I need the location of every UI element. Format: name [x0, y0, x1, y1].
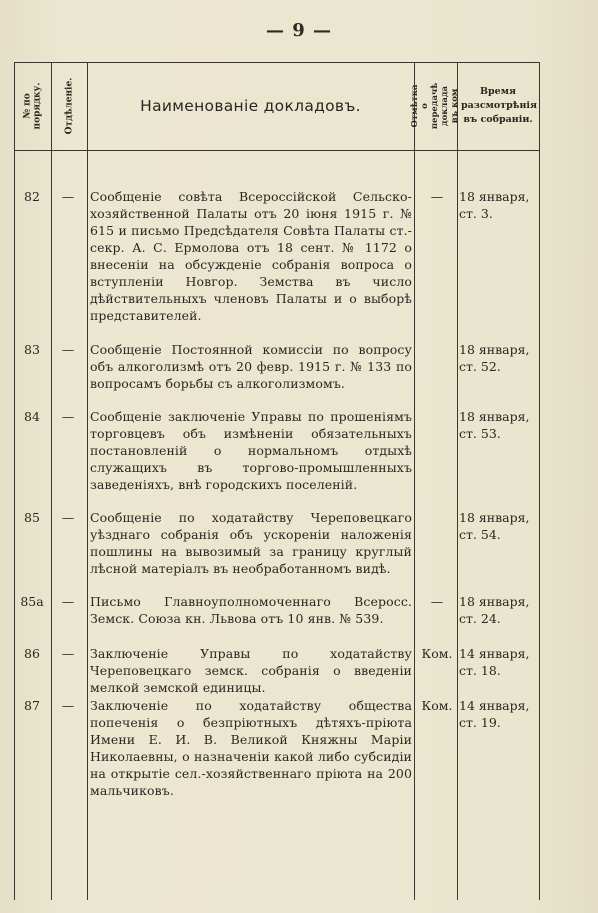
row-title: Заключеніе по ходатайству общества попеченія о безпріютныхъ дѣтяхъ-пріюта Имени Е. И. В. Великой Княжны Маріи Николаевны, о назначеніи какой либо субсидіи на открытіе сел.-хозяйственнаго пріюта на 200 мальчиковъ. [90, 698, 412, 798]
column-divider [87, 62, 88, 900]
row-number: 85 [24, 510, 40, 525]
header-title-label: Наименованіе докладовъ. [140, 97, 361, 115]
row-dept: — [61, 594, 75, 609]
row-time: 18 января, ст. 54. [459, 510, 530, 542]
page-number: — 9 — [265, 20, 333, 41]
row-dept: — [61, 409, 75, 424]
row-title: Сообщеніе совѣта Всероссійской Сельско-хозяйственной Палаты отъ 20 іюня 1915 г. № 615 и письмо Предсѣдателя Совѣта Палаты ст.-секр. А. С. Ермолова отъ 18 сент. № 1172 о внесеніи на обсужденіе собранія вопроса о вступленіи Новгор. Земства въ число дѣйствительныхъ членовъ Палаты и о выборѣ представителей. [90, 189, 412, 323]
row-number: 87 [24, 698, 40, 713]
column-divider [51, 62, 52, 900]
row-mark: — [430, 594, 444, 609]
header-dept [51, 62, 87, 150]
row-number: 86 [24, 646, 40, 661]
row-mark: — [430, 189, 444, 204]
header-bottom-border [14, 150, 540, 151]
header-mark [410, 62, 461, 150]
row-time: 14 января, ст. 18. [459, 646, 530, 678]
row-title: Письмо Главноуполномоченнаго Всеросс. Земск. Союза кн. Львова отъ 10 янв. № 539. [90, 594, 412, 626]
row-time: 14 января, ст. 19. [459, 698, 530, 730]
reports-table [14, 62, 540, 900]
row-title: Сообщеніе по ходатайству Череповецкаго уѣзднаго собранія объ ускореніи наложенія пошлины на вывозимый за границу круглый лѣсной матеріалъ въ необработанномъ видѣ. [90, 510, 412, 576]
header-dept-label: Отдѣленіе. [64, 77, 74, 135]
header-time [457, 62, 539, 150]
row-mark: Ком. [421, 646, 453, 661]
row-mark: Ком. [421, 698, 453, 713]
row-number: 84 [24, 409, 40, 424]
header-time-label: Время разсмотрѣнія въ собраніи. [461, 86, 538, 125]
header-num-label: № по порядку. [22, 82, 43, 130]
header-title [87, 62, 414, 150]
row-dept: — [61, 342, 75, 357]
row-number: 83 [24, 342, 40, 357]
row-time: 18 января, ст. 53. [459, 409, 530, 441]
row-dept: — [61, 646, 75, 661]
row-title: Сообщеніе Постоянной комиссіи по вопросу объ алкоголизмѣ отъ 20 февр. 1915 г. № 133 по вопросамъ борьбы съ алкоголизмомъ. [90, 342, 412, 391]
row-number: 82 [24, 189, 40, 204]
row-time: 18 января, ст. 24. [459, 594, 530, 626]
row-dept: — [61, 510, 75, 525]
row-time: 18 января, ст. 3. [459, 189, 530, 221]
row-dept: — [61, 189, 75, 204]
row-title: Сообщеніе заключеніе Управы по прошеніямъ торговцевъ объ измѣненіи обязательныхъ постановленій о нормальномъ отдыхѣ служащихъ въ торгово-промышленныхъ заведеніяхъ, внѣ городскихъ поселеній. [90, 409, 412, 492]
column-divider [414, 62, 415, 900]
header-mark-label: Отмѣтка о передачѣ доклада въ ком [410, 82, 461, 130]
row-time: 18 января, ст. 52. [459, 342, 530, 374]
row-dept: — [61, 698, 75, 713]
row-title: Заключеніе Управы по ходатайству Череповецкаго земск. собранія о введеніи мелкой земской единицы. [90, 646, 412, 695]
header-num [14, 62, 51, 150]
row-number: 85а [20, 594, 44, 609]
